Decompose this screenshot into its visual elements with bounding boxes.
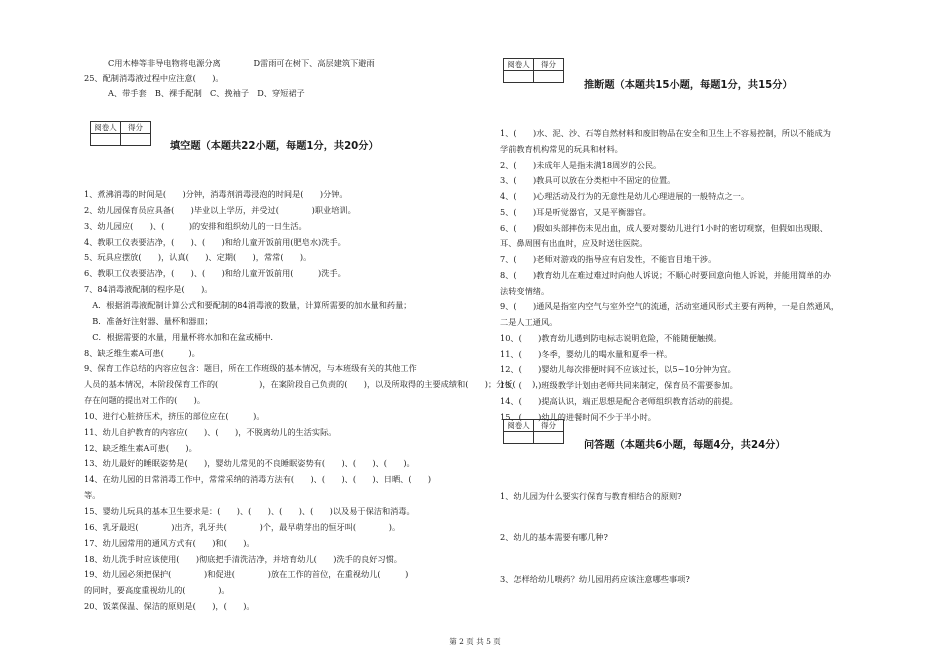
question-line: 8、( )教育幼儿在难过难过时向他人诉说；不顺心时要回意向他人诉说，并能用简单的办 — [500, 269, 831, 280]
question-line: 2、( )未成年人是指未满18周岁的公民。 — [500, 159, 662, 170]
reviewer-label: 阅卷人 — [91, 122, 121, 134]
question-line: B．准备好注射器、量杯和器皿； — [84, 315, 213, 326]
question-line: 6、教职工仪表要洁净，( )、( )和给儿童开饭前用( )洗手。 — [84, 268, 346, 279]
question-line: 7、84消毒液配制的程序是( )。 — [84, 284, 213, 295]
question-line: 等。 — [84, 490, 101, 501]
reviewer-label: 阅卷人 — [504, 59, 534, 71]
question-line: 9、保育工作总结的内容应包含：题目，所在工作班级的基本情况，与本班级有关的其他工作 — [84, 363, 417, 374]
option-line: C用木棒等非导电物将电源分离 D雷雨可在树下、高层建筑下避雨 — [108, 58, 375, 68]
question-line: 20、饭菜保温、保洁的原则是( )，( )。 — [84, 601, 255, 612]
question-line: 7、( )老师对游戏的指导应有启发性，不能盲目地干涉。 — [500, 254, 717, 264]
score-box-qa — [503, 419, 564, 444]
question-line: 10、进行心脏挤压术，挤压的部位应在( )。 — [84, 410, 265, 421]
question-line: 14、在幼儿园的日常消毒工作中，常常采纳的消毒方法有( )、( )、( )、日晒、( ) — [84, 474, 432, 485]
question-line: A．根据消毒液配制计算公式和要配制的84消毒液的数量，计算所需要的加水量和药量； — [84, 299, 412, 310]
section-title-judge: 推断题（本题共15小题，每题1分，共15分） — [584, 80, 793, 91]
question-line: 18、幼儿洗手时应该使用( )彻底把手清洗洁净，并培育幼儿( )洗手的良好习惯。 — [84, 553, 402, 564]
question-line: 11、( )冬季，婴幼儿的喝水量和夏季一样。 — [500, 348, 673, 359]
question-line: 4、( )心理活动及行为的无意性是幼儿心理进展的一般特点之一。 — [500, 191, 750, 201]
score-cell[interactable] — [534, 71, 564, 83]
score-label: 得分 — [534, 59, 564, 71]
question-25: 25、配制消毒液过程中应注意( )。 — [84, 73, 224, 83]
question-line: C．根据需要的水量，用量杯将水加和在盆或桶中. — [84, 331, 273, 342]
score-label: 得分 — [534, 420, 564, 432]
section-title-qa: 问答题（本题共6小题，每题4分，共24分） — [584, 440, 786, 451]
question-line: 2、幼儿园保育员应具备( )毕业以上学历，并受过( )职业培训。 — [84, 204, 356, 215]
question-line: 12、( )婴幼儿每次排便时间不应该过长，以5~10分钟为宜。 — [500, 364, 736, 375]
question-line: 11、幼儿自护教育的内容应( )、( )，不脱离幼儿的生活实际。 — [84, 426, 337, 437]
score-label: 得分 — [121, 122, 151, 134]
question-line: 6、( )假如头部摔伤未见出血，成人要对婴幼儿进行1小时的密切观察，但假如出现眼、 — [500, 222, 828, 233]
question-line: 17、幼儿园常用的通风方式有( )和( )。 — [84, 537, 255, 548]
question-line: 12、缺乏维生素A可患( )。 — [84, 442, 197, 453]
qa-question-1: 1、幼儿园为什么要实行保育与教育相结合的原则? — [500, 491, 682, 501]
question-line: 的同时，要高度重视幼儿的( )。 — [84, 585, 230, 596]
question-line: 1、( )水、泥、沙、石等自然材料和废旧物品在安全和卫生上不容易控制，所以不能成为 — [500, 128, 831, 138]
question-line: 法转变情绪。 — [500, 285, 550, 296]
question-25-options: A、带手套 B、裸手配制 C、挽袖子 D、穿短裙子 — [108, 88, 305, 98]
question-line: 学前教育机构常见的玩具和材料。 — [500, 143, 623, 154]
question-line: 13、幼儿最好的睡眠姿势是( )，婴幼儿常见的不良睡眠姿势有( )、( )、( )。 — [84, 458, 415, 469]
question-line: 耳、鼻周围有出血时，应及时送往医院。 — [500, 238, 648, 249]
score-cell[interactable] — [534, 432, 564, 444]
qa-question-3: 3、怎样给幼儿喂药？幼儿园用药应该注意哪些事项? — [500, 574, 690, 584]
question-line: 5、玩具应摆放( )，认真( )、定期( )，常常( )。 — [84, 252, 312, 263]
score-box-fill — [90, 121, 151, 146]
score-cell[interactable] — [121, 134, 151, 146]
question-line: 16、乳牙最迟( )出齐，乳牙共( )个，最早萌芽出的恒牙叫( )。 — [84, 521, 401, 532]
question-line: 1、煮沸消毒的时间是( )分钟，消毒剂消毒浸泡的时间是( )分钟。 — [84, 189, 348, 199]
reviewer-cell[interactable] — [504, 71, 534, 83]
question-line: 14、( )提高认识，端正思想是配合老师组织教育活动的前提。 — [500, 395, 738, 406]
question-line: 存在问题的提出对工作的( )。 — [84, 395, 206, 406]
question-line: 4、教职工仪表要洁净，( )、( )和给儿童开饭前用(肥皂水)洗手。 — [84, 236, 346, 247]
question-line: 10、( )教育幼儿遇到防电标志说明危险，不能随便触摸。 — [500, 332, 722, 343]
question-line: 二是人工通风。 — [500, 317, 558, 327]
question-line: 3、幼儿园应( )、( )的安排和组织幼儿的一日生活。 — [84, 220, 307, 231]
qa-question-2: 2、幼儿的基本需要有哪几种? — [500, 532, 608, 542]
reviewer-cell[interactable] — [91, 134, 121, 146]
question-line: 3、( )教具可以放在分类柜中不固定的位置。 — [500, 175, 676, 186]
question-line: 15、( )幼儿的进餐时间不少于半小时。 — [500, 411, 656, 422]
question-line: 15、婴幼儿玩具的基本卫生要求是：( )、( )、( )、( )以及易于保洁和消毒。 — [84, 506, 415, 516]
score-box-judge — [503, 58, 564, 83]
reviewer-label: 阅卷人 — [504, 420, 534, 432]
question-line: 9、( )通风是指室内空气与室外空气的流通，活动室通风形式主要有两种，一是自然通风， — [500, 301, 840, 312]
question-line: 13、( )班级教学计划由老师共同来制定，保育员不需要参加。 — [500, 380, 738, 390]
question-line: 5、( )耳是听觉器官，又是平衡器官。 — [500, 206, 651, 217]
question-line: 19、幼儿园必须把保护( )和促进( )放在工作的首位，在重视幼儿( ) — [84, 569, 409, 580]
section-title-fill: 填空题（本题共22小题，每题1分，共20分） — [170, 141, 379, 152]
question-line: 人员的基本情况，本阶段保育工作的( )，在案阶段自己负责的( )，以及所取得的主要成绩和( )；分析( )， — [84, 379, 544, 390]
page-footer: 第 2 页 共 5 页 — [449, 637, 501, 646]
reviewer-cell[interactable] — [504, 432, 534, 444]
question-line: 8、缺乏维生素A可患( )。 — [84, 347, 200, 358]
